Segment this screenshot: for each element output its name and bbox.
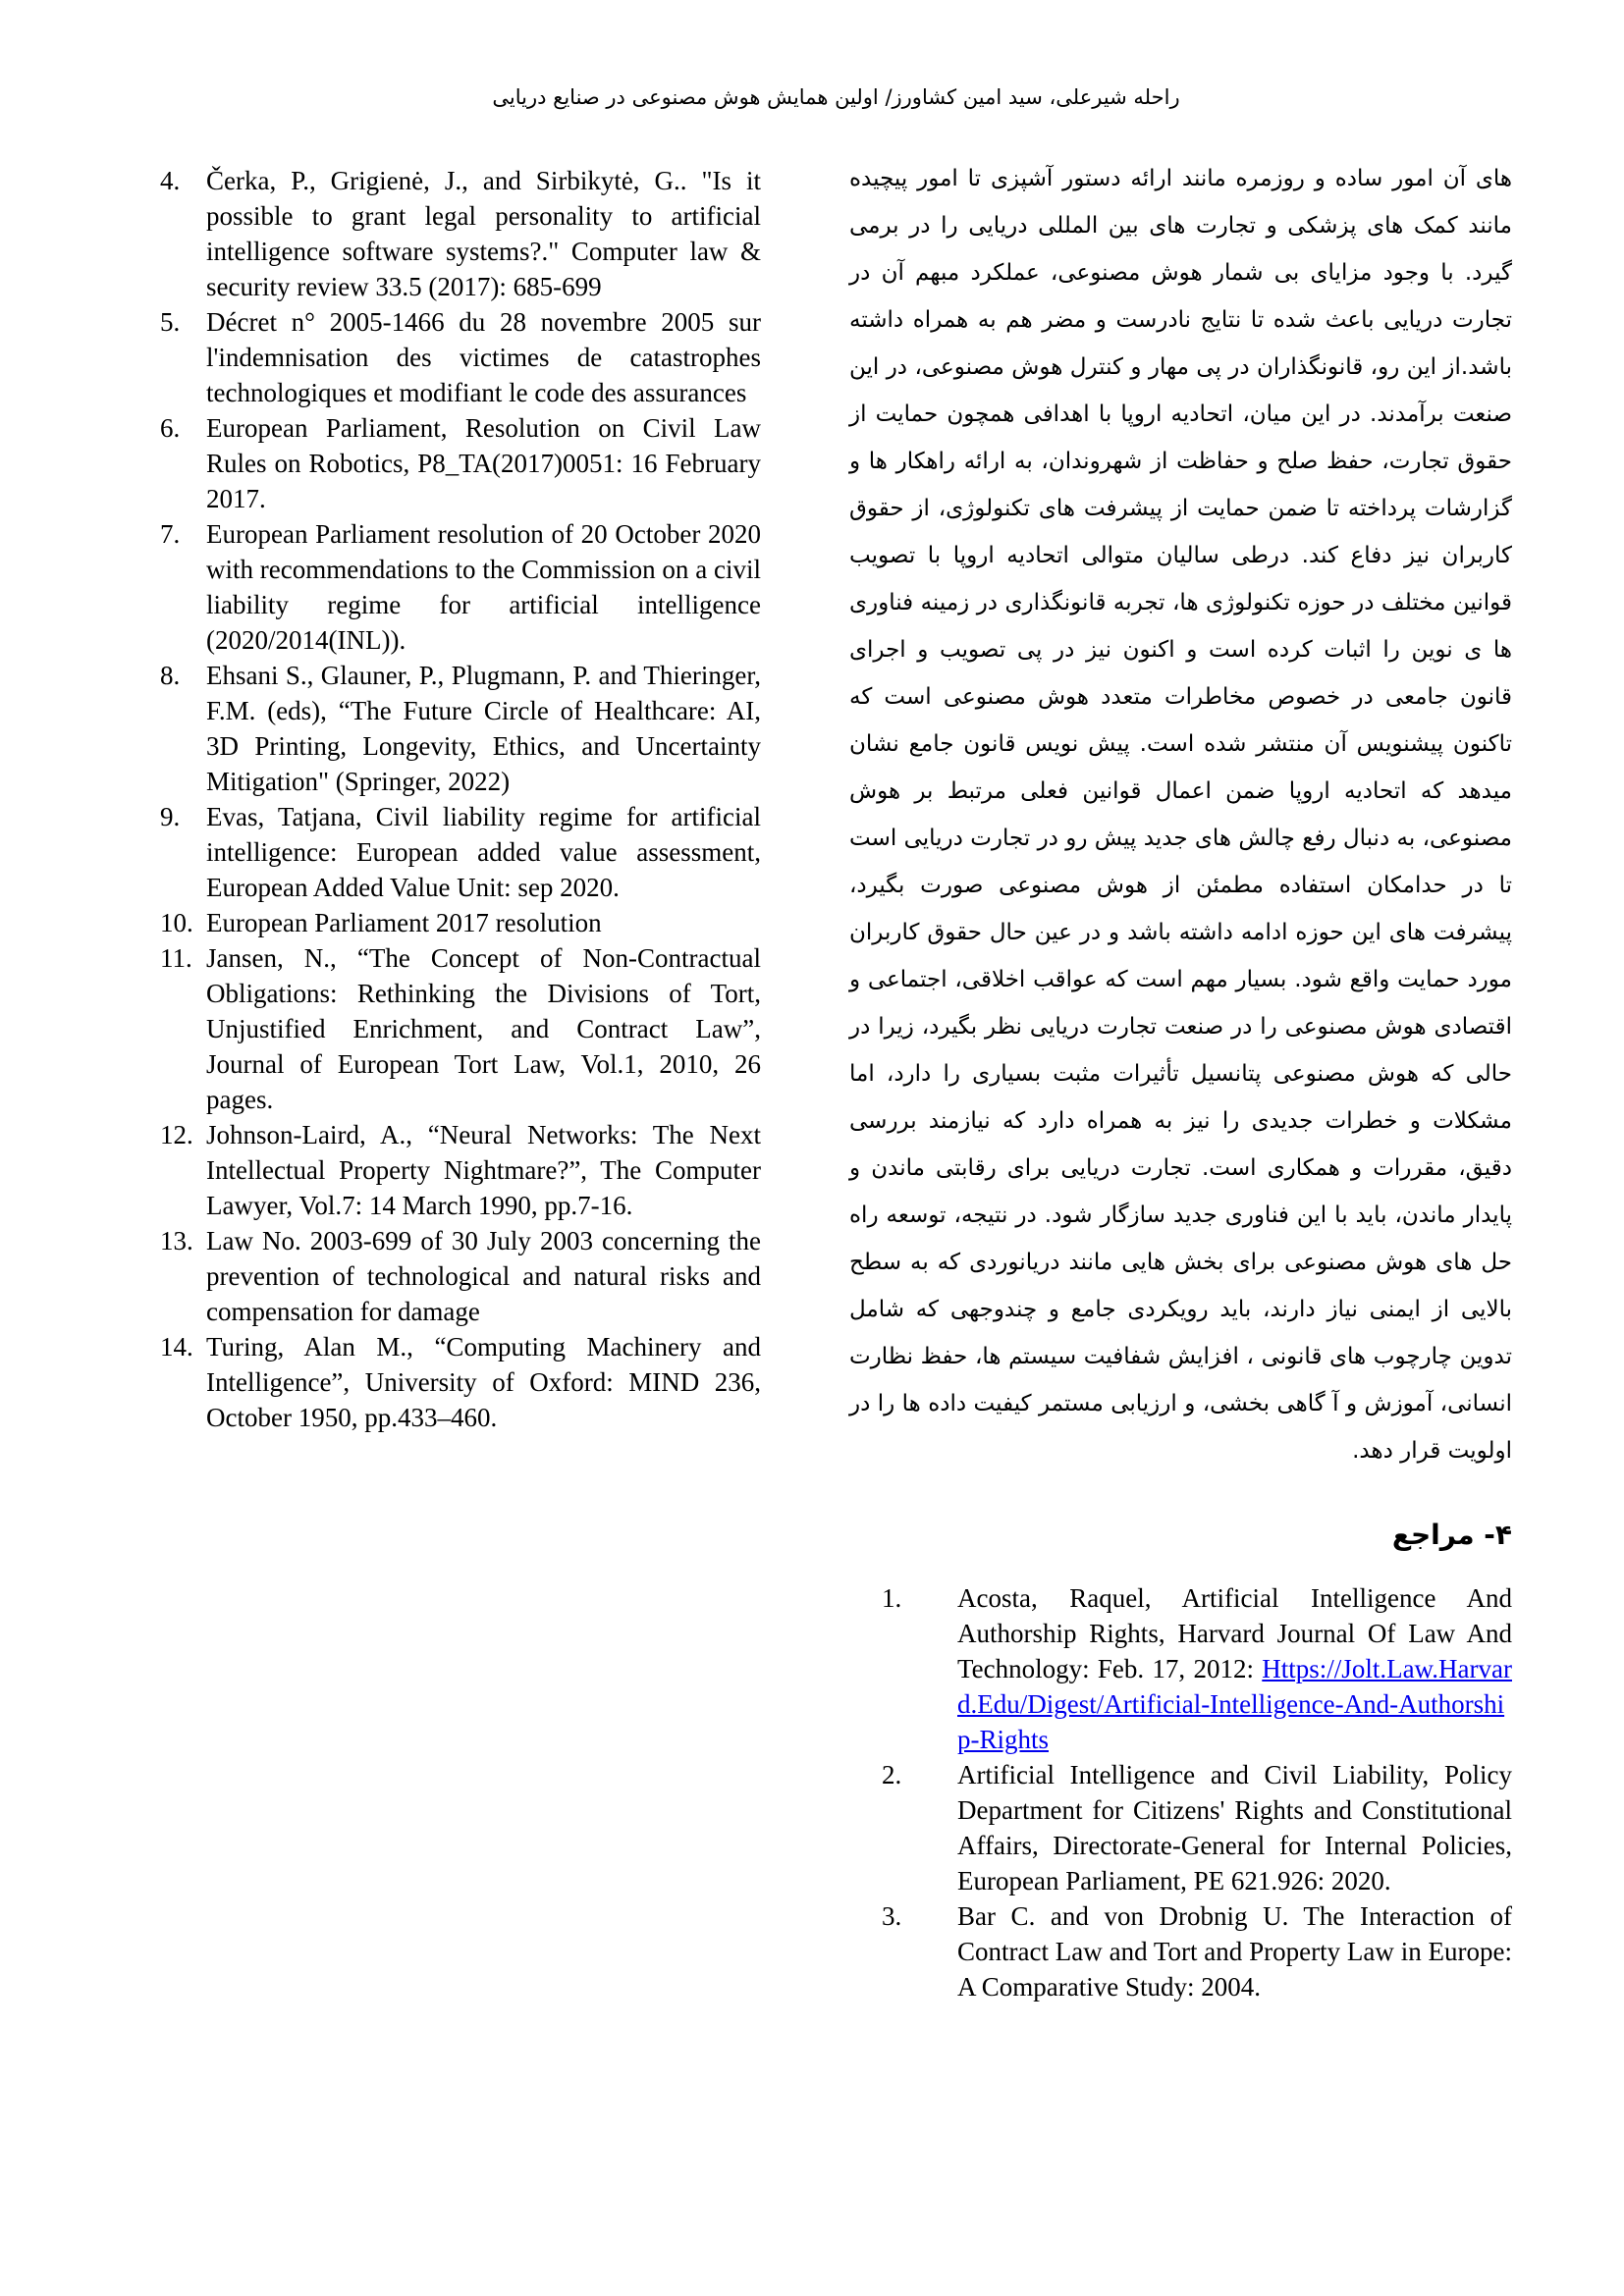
reference-text xyxy=(957,1898,1512,2004)
reference-number: 6. xyxy=(160,413,181,443)
reference-text xyxy=(206,163,761,304)
reference-item xyxy=(160,940,761,1117)
reference-citation: Turing, Alan M., “Computing Machinery and Intelligence”, University of Oxford: MIND 236, October 1950, pp.433–460. xyxy=(206,1332,761,1432)
reference-item xyxy=(160,1223,761,1329)
reference-item xyxy=(160,410,761,516)
reference-text xyxy=(206,410,761,516)
reference-text xyxy=(957,1580,1512,1757)
reference-text xyxy=(206,799,761,905)
reference-number: 7. xyxy=(160,519,181,549)
reference-citation: Acosta, Raquel, Artificial Intelligence And Authorship Rights, Harvard Journal Of Law And Technology: Feb. 17, 2012: xyxy=(957,1583,1512,1683)
reference-item xyxy=(160,658,761,799)
right-column-reference-list xyxy=(849,1580,1512,2004)
persian-body-paragraph: های آن امور ساده و روزمره مانند ارائه دستور آشپزی تا امور پیچیده مانند کمک های پزشکی و تجارت های بین المللی دریایی را در برمی گیرد. با وجود مزایای بی شمار هوش مصنوعی، عملکرد مبهم آن در تجارت دریایی باعث شده تا نتایج نادرست و مضر هم به همراه داشته باشد.از این رو، قانونگذاران در پی مهار و کنترل هوش مصنوعی، در این صنعت برآمدند. در این میان، اتحادیه اروپا با اهدافی همچون حمایت از حقوق تجارت، حفظ صلح و حفاظت از شهروندان، به ارائه راهکار ها و گزارشات پرداخته تا ضمن حمایت از پیشرفت های تکنولوژی، از حقوق کاربران نیز دفاع کند. درطی سالیان متوالی اتحادیه اروپا با تصویب قوانین مختلف در حوزه تکنولوژی ها، تجربه قانونگذاری در زمینه فناوری ها ی نوین را اثبات کرده است و اکنون نیز در پی تصویب و اجرای قانون جامعی در خصوص مخاطرات متعدد هوش مصنوعی است که تاکنون پیشنویس آن منتشر شده است. پیش نویس قانون جامع نشان میدهد که اتحادیه اروپا ضمن اعمال قوانین فعلی مرتبط بر هوش مصنوعی، به دنبال رفع چالش های جدید پیش رو در تجارت دریایی است تا در حدامکان استفاده مطمئن از هوش مصنوعی صورت بگیرد، پیشرفت های این حوزه ادامه داشته باشد و در عین حال حقوق کاربران مورد حمایت واقع شود. بسیار مهم است که عواقب اخلاقی، اجتماعی و اقتصادی هوش مصنوعی را در صنعت تجارت دریایی نظر بگیرد، زیرا در حالی که هوش مصنوعی پتانسیل تأثیرات مثبت بسیاری را دارد، اما مشکلات و خطرات جدیدی را نیز به همراه دارد که نیازمند بررسی دقیق، مقررات و همکاری است. تجارت دریایی برای رقابتی ماندن و پایدار ماندن، باید با این فناوری جدید سازگار شود. در نتیجه، توسعه راه حل های هوش مصنوعی برای بخش هایی مانند دریانوردی که به سطح بالایی از ایمنی نیاز دارند، باید رویکردی جامع و چندوجهی که شامل تدوین چارچوب های قانونی ، افزایش شفافیت سیستم ها، حفظ نظارت انسانی، آموزش و آ گاهی بخشی، و ارزیابی مستمر کیفیت داده ها را در اولویت قرار دهد. xyxy=(849,166,1512,1464)
reference-number: 5. xyxy=(160,307,181,337)
reference-item xyxy=(160,1329,761,1435)
reference-item xyxy=(882,1898,1512,2004)
left-column-reference-list xyxy=(160,163,761,1435)
reference-text xyxy=(206,940,761,1117)
reference-number: 10. xyxy=(160,908,193,937)
reference-number: 13. xyxy=(160,1226,193,1255)
reference-number: 14. xyxy=(160,1332,193,1362)
reference-text xyxy=(206,905,761,940)
reference-number: 3. xyxy=(882,1901,902,1931)
reference-citation: Jansen, N., “The Concept of Non-Contractual Obligations: Rethinking the Divisions of Tort, Unjustified Enrichment, and Contract Law”, Journal of European Tort Law, Vol.1, 2010, 26 pages. xyxy=(206,943,761,1114)
reference-item xyxy=(160,1117,761,1223)
reference-item xyxy=(882,1580,1512,1757)
references-section-heading: ۴- مراجع xyxy=(1391,1519,1512,1551)
reference-text xyxy=(206,1117,761,1223)
reference-text xyxy=(957,1757,1512,1898)
reference-citation: Artificial Intelligence and Civil Liability, Policy Department for Citizens' Rights and Constitutional Affairs, Directorate-General for Internal Policies, European Parliament, PE 621.926: 2020. xyxy=(957,1760,1512,1896)
reference-citation: Décret n° 2005-1466 du 28 novembre 2005 sur l'indemnisation des victimes de catastrophes technologiques et modifiant le code des assurances xyxy=(206,307,761,407)
reference-citation: European Parliament 2017 resolution xyxy=(206,908,602,937)
reference-item xyxy=(160,163,761,304)
reference-text xyxy=(206,1329,761,1435)
reference-citation: Law No. 2003-699 of 30 July 2003 concerning the prevention of technological and natural risks and compensation for damage xyxy=(206,1226,761,1326)
reference-citation: Evas, Tatjana, Civil liability regime for artificial intelligence: European added value assessment, European Added Value Unit: sep 2020. xyxy=(206,802,761,902)
reference-number: 9. xyxy=(160,802,181,831)
reference-item xyxy=(160,516,761,658)
reference-item xyxy=(160,905,761,940)
reference-item xyxy=(882,1757,1512,1898)
right-column xyxy=(849,155,1512,2004)
reference-text xyxy=(206,658,761,799)
reference-text xyxy=(206,1223,761,1329)
reference-citation: Ehsani S., Glauner, P., Plugmann, P. and Thieringer, F.M. (eds), “The Future Circle of Healthcare: AI, 3D Printing, Longevity, Ethics, and Uncertainty Mitigation" (Springer, 2022) xyxy=(206,661,761,796)
reference-citation: Čerka, P., Grigienė, J., and Sirbikytė, G.. "Is it possible to grant legal personality to artificial intelligence software systems?." Computer law & security review 33.5 (2017): 685-699 xyxy=(206,166,761,301)
reference-item xyxy=(160,799,761,905)
reference-item xyxy=(160,304,761,410)
reference-text xyxy=(206,516,761,658)
reference-citation: Johnson-Laird, A., “Neural Networks: The Next Intellectual Property Nightmare?”, The Computer Lawyer, Vol.7: 14 March 1990, pp.7-16. xyxy=(206,1120,761,1220)
reference-citation: European Parliament resolution of 20 October 2020 with recommendations to the Commission on a civil liability regime for artificial intelligence (2020/2014(INL)). xyxy=(206,519,761,655)
reference-number: 11. xyxy=(160,943,192,973)
page-header-running-title: راحله شیرعلی، سید امین کشاورز/ اولین همایش هوش مصنوعی در صنایع دریایی xyxy=(492,85,1180,109)
reference-text xyxy=(206,304,761,410)
reference-number: 1. xyxy=(882,1583,902,1613)
reference-number: 12. xyxy=(160,1120,193,1149)
reference-number: 8. xyxy=(160,661,181,690)
reference-number: 4. xyxy=(160,166,181,195)
reference-citation: European Parliament, Resolution on Civil Law Rules on Robotics, P8_TA(2017)0051: 16 February 2017. xyxy=(206,413,761,513)
reference-number: 2. xyxy=(882,1760,902,1789)
reference-citation: Bar C. and von Drobnig U. The Interaction of Contract Law and Tort and Property Law in Europe: A Comparative Study: 2004. xyxy=(957,1901,1512,2002)
reference-link[interactable]: Https://Jolt.Law.Harvard.Edu/Digest/Artificial-Intelligence-And-Authorship-Rights xyxy=(957,1654,1512,1754)
